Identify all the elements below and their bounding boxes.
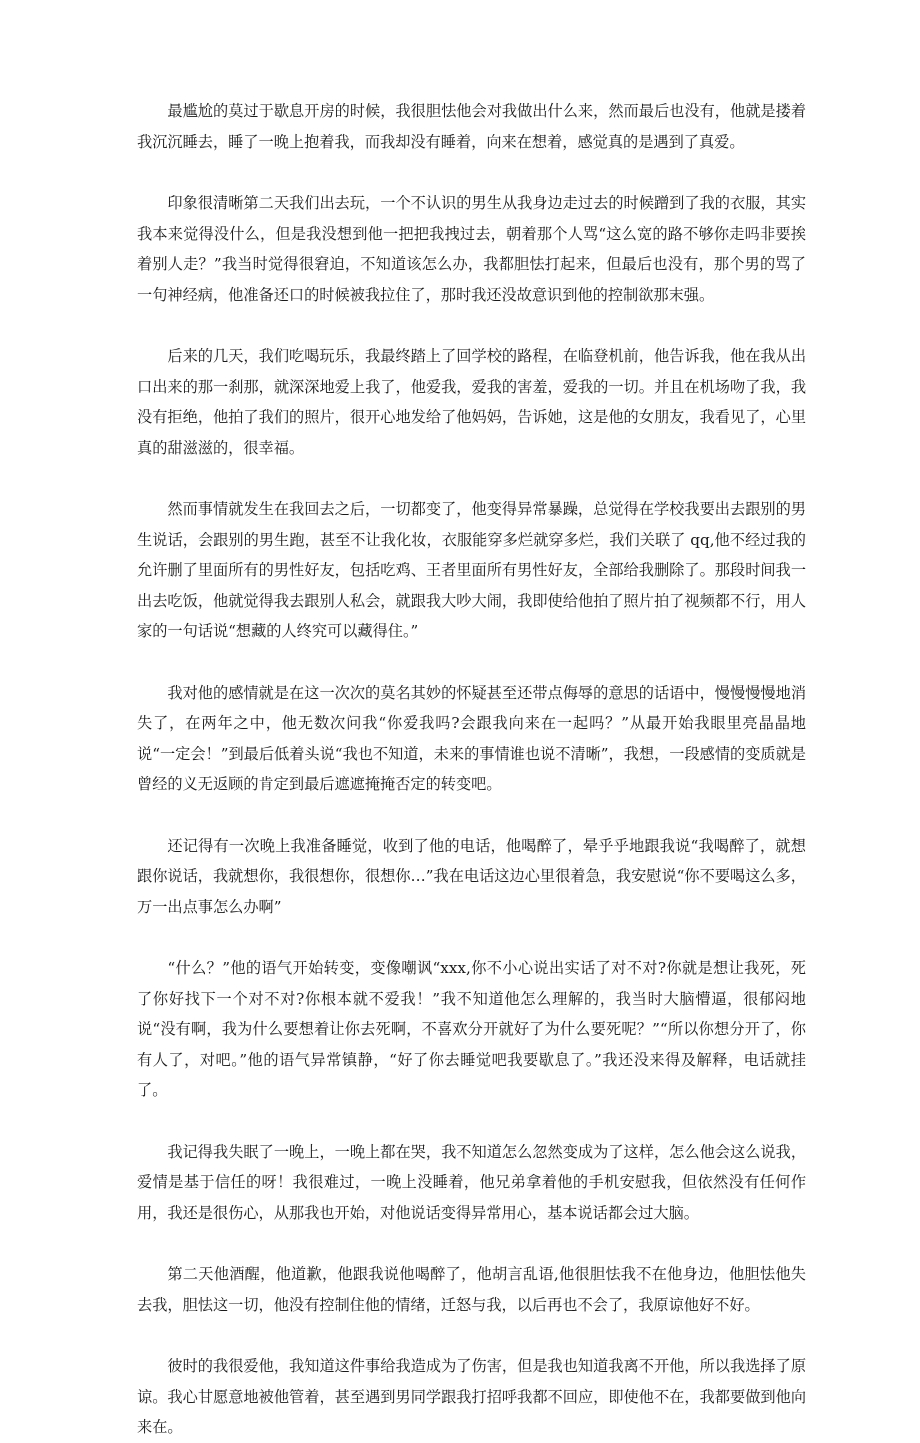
paragraph-4: 然而事情就发生在我回去之后，一切都变了，他变得异常暴躁，总觉得在学校我要出去跟别的男生说话，会跟别的男生跑，甚至不让我化妆，衣服能穿多烂就穿多烂，我们关联了 qq,他不经过我的允许删了里面所有的男性好友，包括吃鸡、王者里面所有男性好友，全部给我删除了。那段时间我一出去吃饭，他就觉得我去跟别人私会，就跟我大吵大闹，我即使给他拍了照片拍了视频都不行，用人家的一句话说“想藏的人终究可以藏得住。” [137, 500, 806, 640]
paragraph-7: “什么？”他的语气开始转变，变像嘲讽“xxx,你不小心说出实话了对不对?你就是想让我死，死了你好找下一个对不对?你根本就不爱我！”我不知道他怎么理解的，我当时大脑懵逼，很郁闷地说“没有啊，我为什么要想着让你去死啊，不喜欢分开就好了为什么要死呢？”“所以你想分开了，你有人了，对吧。”他的语气异常镇静，“好了你去睡觉吧我要歇息了。”我还没来得及解释，电话就挂了。 [137, 959, 806, 1099]
paragraph-3: 后来的几天，我们吃喝玩乐，我最终踏上了回学校的路程，在临登机前，他告诉我，他在我从出口出来的那一刹那，就深深地爱上我了，他爱我，爱我的害羞，爱我的一切。并且在机场吻了我，我没有拒绝，他拍了我们的照片，很开心地发给了他妈妈，告诉她，这是他的女朋友，我看见了，心里真的甜滋滋的，很幸福。 [137, 347, 806, 457]
paragraph-5: 我对他的感情就是在这一次次的莫名其妙的怀疑甚至还带点侮辱的意思的话语中，慢慢慢慢地消失了，在两年之中，他无数次问我“你爱我吗?会跟我向来在一起吗？”从最开始我眼里亮晶晶地说“一定会！”到最后低着头说“我也不知道，未来的事情谁也说不清晰”，我想，一段感情的变质就是曾经的义无返顾的肯定到最后遮遮掩掩否定的转变吧。 [137, 683, 806, 793]
paragraph-10: 彼时的我很爱他，我知道这件事给我造成为了伤害，但是我也知道我离不开他，所以我选择了原谅。我心甘愿意地被他管着，甚至遇到男同学跟我打招呼我都不回应，即使他不在，我都要做到他向来在。 [137, 1357, 806, 1436]
paragraph-9: 第二天他酒醒，他道歉，他跟我说他喝醉了，他胡言乱语,他很胆怯我不在他身边，他胆怯他失去我，胆怯这一切，他没有控制住他的情绪，迁怒与我，以后再也不会了，我原谅他好不好。 [137, 1265, 806, 1314]
paragraph-1: 最尴尬的莫过于歇息开房的时候，我很胆怯他会对我做出什么来，然而最后也没有，他就是搂着我沉沉睡去，睡了一晚上抱着我，而我却没有睡着，向来在想着，感觉真的是遇到了真爱。 [137, 102, 806, 151]
paragraph-2: 印象很清晰第二天我们出去玩，一个不认识的男生从我身边走过去的时候蹭到了我的衣服，其实我本来觉得没什么，但是我没想到他一把把我拽过去，朝着那个人骂“这么宽的路不够你走吗非要挨着别人走？”我当时觉得很窘迫，不知道该怎么办，我都胆怯打起来，但最后也没有，那个男的骂了一句神经病，他准备还口的时候被我拉住了，那时我还没故意识到他的控制欲那末强。 [137, 194, 806, 304]
paragraph-6: 还记得有一次晚上我准备睡觉，收到了他的电话，他喝醉了，晕乎乎地跟我说“我喝醉了，就想跟你说话，我就想你，我很想你，很想你…”我在电话这边心里很着急，我安慰说“你不要喝这么多，万一出点事怎么办啊” [137, 836, 806, 916]
paragraph-8: 我记得我失眠了一晚上，一晚上都在哭，我不知道怎么忽然变成为了这样，怎么他会这么说我，爱情是基于信任的呀！我很难过，一晚上没睡着，他兄弟拿着他的手机安慰我，但依然没有任何作用，我还是很伤心，从那我也开始，对他说话变得异常用心，基本说话都会过大脑。 [137, 1142, 806, 1222]
